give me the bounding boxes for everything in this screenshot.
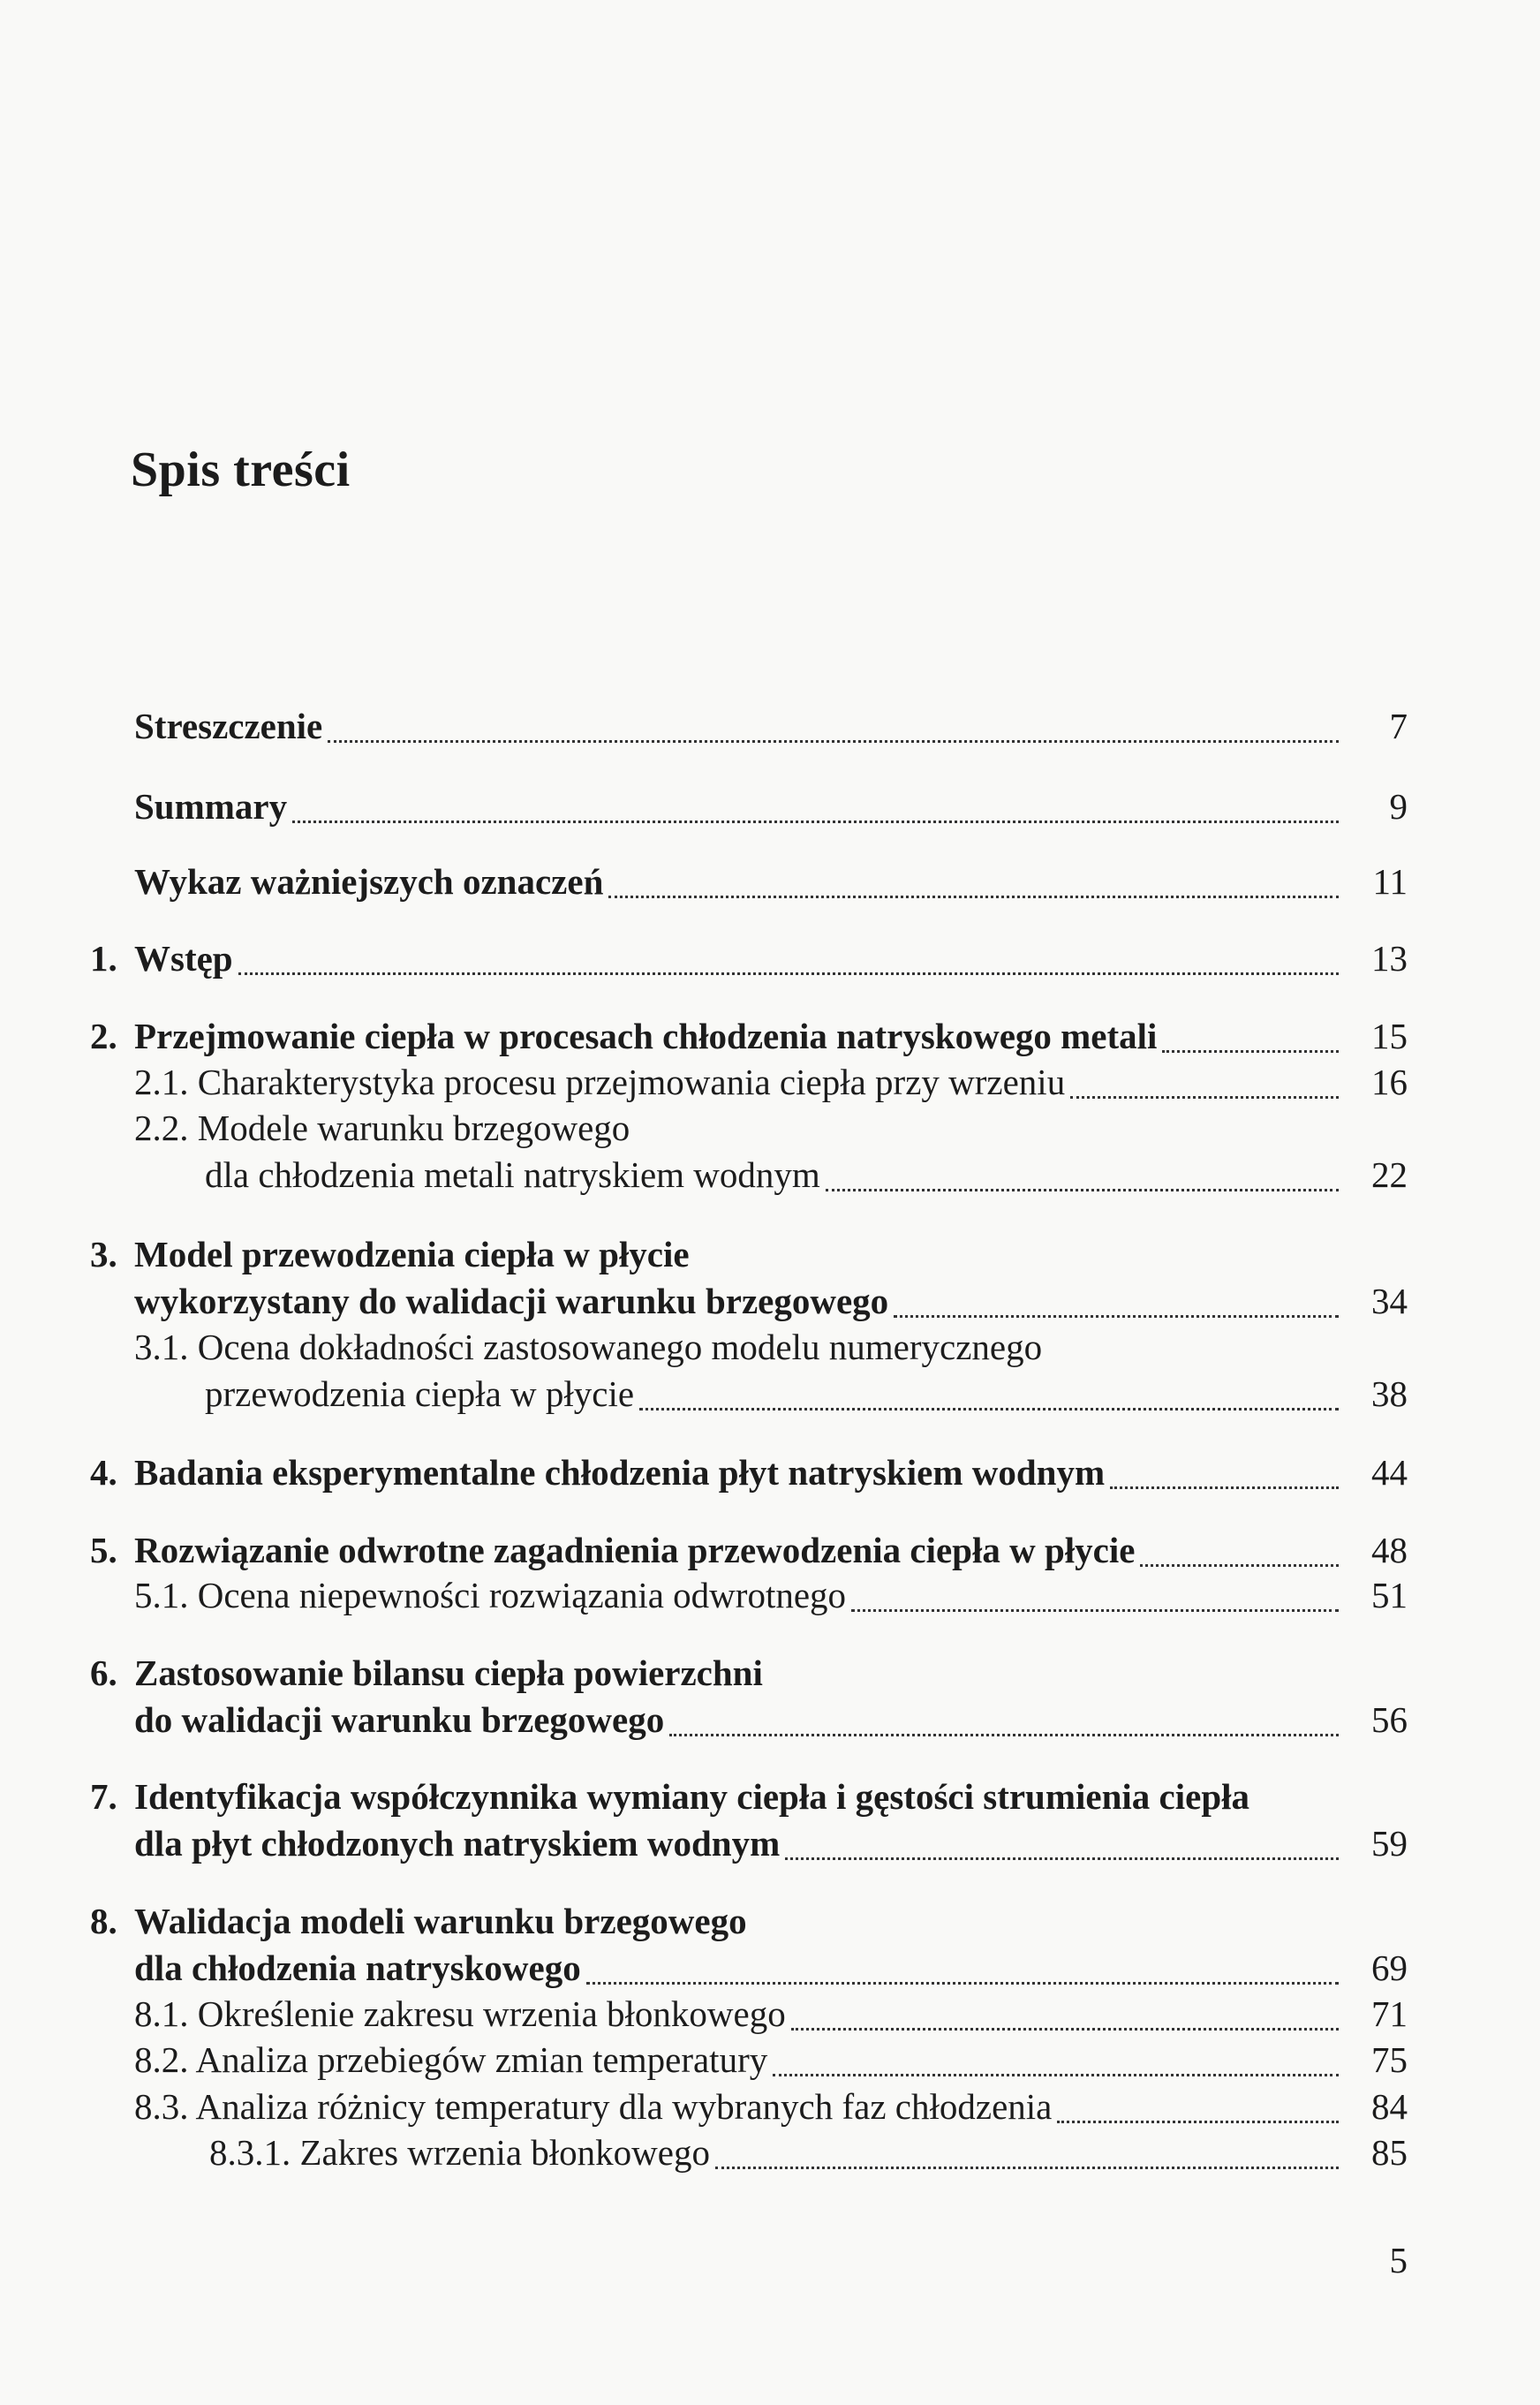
toc-entry-title: Wykaz ważniejszych oznaczeń	[134, 861, 604, 902]
toc-entry-title: 8.3.1. Zakres wrzenia błonkowego	[209, 2132, 710, 2173]
dot-leader	[851, 1609, 1339, 1612]
toc-entry-page: 44	[1371, 1452, 1408, 1493]
toc-entry	[0, 1367, 1540, 1420]
toc-entry	[0, 1274, 1540, 1327]
toc-entry-title: Rozwiązanie odwrotne zagadnienia przewodzenia ciepła w płycie	[134, 1530, 1136, 1570]
toc-entry-number: 5.	[90, 1530, 117, 1570]
toc-entry	[0, 1770, 1540, 1823]
toc-entry-title: Summary	[134, 786, 288, 827]
page-number: 5	[1389, 2240, 1408, 2280]
dot-leader	[1162, 1050, 1339, 1053]
toc-entry	[0, 780, 1540, 833]
toc-entry	[0, 2033, 1540, 2086]
toc-entry	[0, 1646, 1540, 1699]
toc-entry	[0, 2126, 1540, 2179]
dot-leader	[1070, 1096, 1339, 1099]
dot-leader	[639, 1408, 1339, 1410]
toc-entry-number: 3.	[90, 1234, 117, 1274]
dot-leader	[715, 2167, 1339, 2169]
toc-entry-title: Wstęp	[134, 938, 233, 979]
toc-entry-page: 85	[1371, 2132, 1408, 2173]
toc-entry-title: Model przewodzenia ciepła w płycie	[134, 1234, 690, 1274]
toc-entry-page: 9	[1389, 786, 1408, 827]
toc-entry	[0, 932, 1540, 985]
toc-entry-title: dla płyt chłodzonych natryskiem wodnym	[134, 1823, 781, 1864]
toc-entry-title: 2.1. Charakterystyka procesu przejmowania ciepła przy wrzeniu	[134, 1062, 1066, 1102]
toc-entry-title: Przejmowanie ciepła w procesach chłodzenia natryskowego metali	[134, 1016, 1158, 1056]
toc-entry-title: Identyfikacja współczynnika wymiany ciepła i gęstości strumienia ciepła	[134, 1776, 1250, 1817]
toc-entry-page: 51	[1371, 1575, 1408, 1615]
toc-entry	[0, 1320, 1540, 1373]
toc-entry-page: 69	[1371, 1947, 1408, 1988]
toc-entry-page: 48	[1371, 1530, 1408, 1570]
toc-entry-page: 11	[1372, 861, 1408, 902]
toc-entry-title: dla chłodzenia natryskowego	[134, 1947, 581, 1988]
dot-leader	[328, 740, 1339, 743]
dot-leader	[1110, 1486, 1339, 1489]
dot-leader	[826, 1189, 1339, 1191]
dot-leader	[1057, 2121, 1339, 2123]
toc-entry-number: 1.	[90, 938, 117, 979]
toc-entry-number: 8.	[90, 1901, 117, 1941]
toc-entry	[0, 1010, 1540, 1063]
toc-entry-title: dla chłodzenia metali natryskiem wodnym	[205, 1154, 820, 1195]
dot-leader	[785, 1857, 1339, 1860]
toc-entry	[0, 855, 1540, 908]
toc-entry	[0, 1895, 1540, 1947]
dot-leader	[894, 1315, 1339, 1318]
toc-entry-page: 59	[1371, 1823, 1408, 1864]
toc-entry-page: 34	[1371, 1281, 1408, 1321]
toc-entry-title: 5.1. Ocena niepewności rozwiązania odwrotnego	[134, 1575, 847, 1615]
toc-entry-page: 7	[1389, 706, 1408, 746]
toc-entry-number: 2.	[90, 1016, 117, 1056]
toc-entry-number: 7.	[90, 1776, 117, 1817]
page-title: Spis treści	[131, 442, 351, 497]
toc-entry-title: 8.1. Określenie zakresu wrzenia błonkowego	[134, 1993, 786, 2034]
toc-entry-title: 8.3. Analiza różnicy temperatury dla wybranych faz chłodzenia	[134, 2086, 1053, 2127]
toc-entry-page: 22	[1371, 1154, 1408, 1195]
toc-entry	[0, 1817, 1540, 1870]
toc-entry	[0, 1101, 1540, 1154]
toc-entry-page: 38	[1371, 1373, 1408, 1414]
toc-entry-page: 84	[1371, 2086, 1408, 2127]
toc-entry-page: 75	[1371, 2039, 1408, 2080]
toc-entry-title: 3.1. Ocena dokładności zastosowanego modelu numerycznego	[134, 1327, 1043, 1367]
toc-entry-title: 2.2. Modele warunku brzegowego	[134, 1108, 630, 1148]
dot-leader	[791, 2028, 1339, 2031]
toc-entry	[0, 1987, 1540, 2040]
toc-entry-number: 6.	[90, 1652, 117, 1693]
toc-entry	[0, 1693, 1540, 1746]
toc-entry	[0, 1569, 1540, 1622]
toc-entry-page: 16	[1371, 1062, 1408, 1102]
toc-entry-title: przewodzenia ciepła w płycie	[205, 1373, 635, 1414]
toc-entry-title: Walidacja modeli warunku brzegowego	[134, 1901, 747, 1941]
toc-entry-title: do walidacji warunku brzegowego	[134, 1699, 665, 1740]
toc-entry	[0, 1055, 1540, 1108]
dot-leader	[1140, 1564, 1339, 1567]
toc-entry-page: 71	[1371, 1993, 1408, 2034]
toc-entry-title: Streszczenie	[134, 706, 323, 746]
toc-entry-title: Zastosowanie bilansu ciepła powierzchni	[134, 1652, 763, 1693]
dot-leader	[773, 2074, 1339, 2076]
toc-entry	[0, 1148, 1540, 1201]
toc-entry-title: 8.2. Analiza przebiegów zmian temperatury	[134, 2039, 768, 2080]
toc-entry	[0, 1446, 1540, 1499]
toc-entry-page: 15	[1371, 1016, 1408, 1056]
dot-leader	[608, 896, 1339, 898]
toc-entry-page: 56	[1371, 1699, 1408, 1740]
toc-entry-title: wykorzystany do walidacji warunku brzegowego	[134, 1281, 889, 1321]
toc-entry	[0, 700, 1540, 753]
toc-entry-page: 13	[1371, 938, 1408, 979]
dot-leader	[292, 821, 1339, 823]
dot-leader	[669, 1734, 1339, 1736]
dot-leader	[586, 1982, 1339, 1985]
toc-entry	[0, 1228, 1540, 1281]
toc-entry-title: Badania eksperymentalne chłodzenia płyt natryskiem wodnym	[134, 1452, 1106, 1493]
dot-leader	[238, 972, 1339, 975]
toc-entry	[0, 1941, 1540, 1994]
toc-entry-number: 4.	[90, 1452, 117, 1493]
toc-entry	[0, 2080, 1540, 2133]
